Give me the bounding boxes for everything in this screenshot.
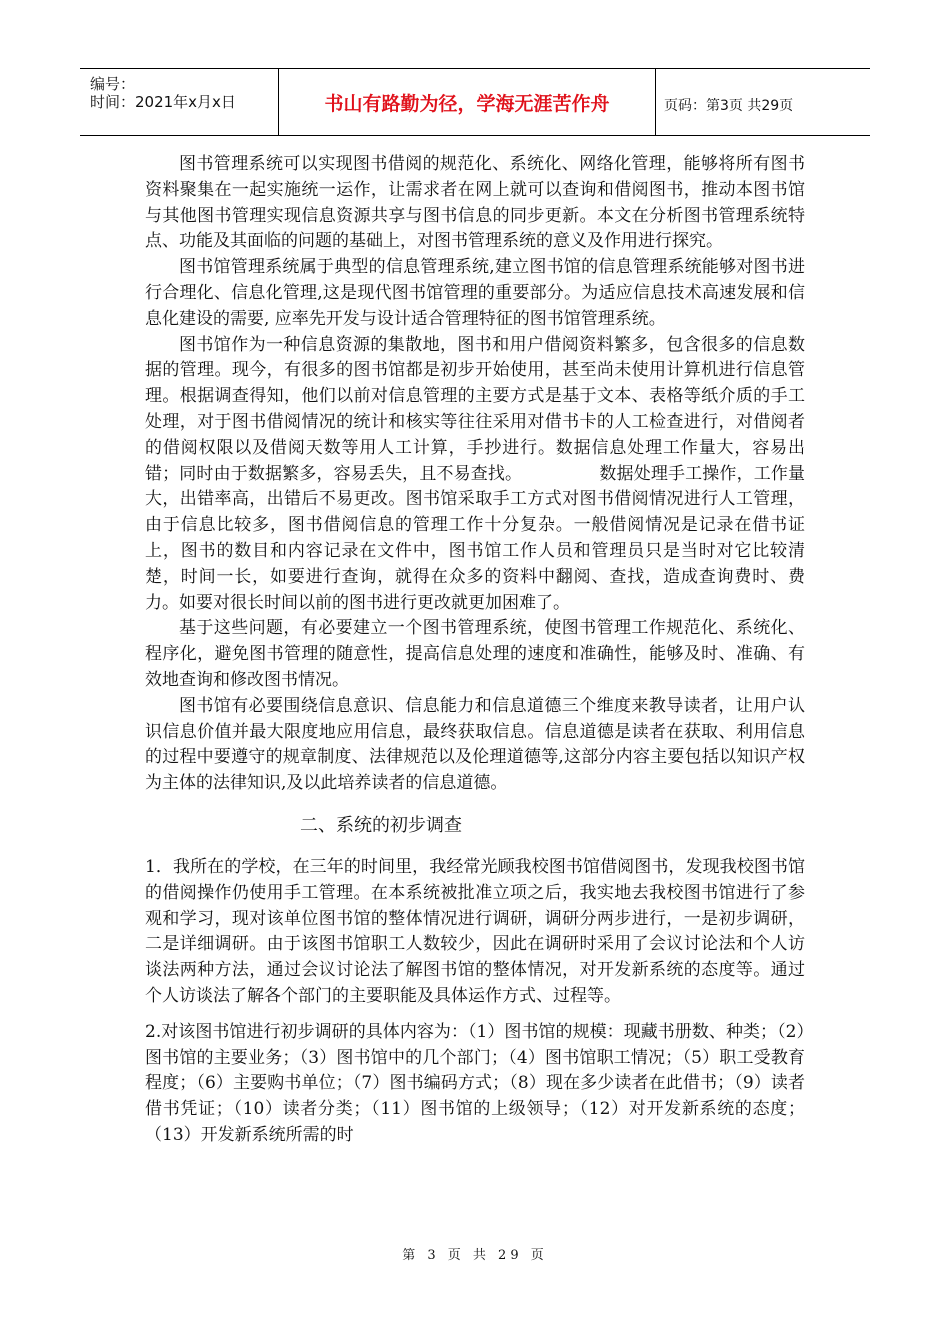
document-body xyxy=(145,152,805,1159)
document-time: 时间：2021年x月x日 xyxy=(90,93,236,111)
section-paragraph: 2.对该图书馆进行初步调研的具体内容为：（1）图书馆的规模：现藏书册数、种类；（2）图书馆的主要业务；（3）图书馆中的几个部门；（4）图书馆职工情况；（5）职工受教育程度；（6）主要购书单位；（7）图书编码方式；（8）现在多少读者在此借书；（9）读者借书凭证；（10）读者分类；（11）图书馆的上级领导；（12）对开发新系统的态度；（13）开发新系统所需的时 xyxy=(145,1021,805,1145)
section-paragraph: 1．我所在的学校，在三年的时间里，我经常光顾我校图书馆借阅图书，发现我校图书馆的借阅操作仍使用手工管理。在本系统被批准立项之后，我实地去我校图书馆进行了参观和学习，现对该单位图书馆的整体情况进行调研，调研分两步进行，一是初步调研，二是详细调研。由于该图书馆职工人数较少，因此在调研时采用了会议讨论法和个人访谈法两种方法，通过会议讨论法了解图书馆的整体情况，对开发新系统的态度等。通过个人访谈法了解各个部门的主要职能及具体运作方式、过程等。 xyxy=(145,856,805,1006)
page-header xyxy=(80,68,870,136)
body-paragraph: 基于这些问题，有必要建立一个图书管理系统，使图书管理工作规范化、系统化、程序化，避免图书管理的随意性，提高信息处理的速度和准确性，能够及时、准确、有效地查询和修改图书情况。 xyxy=(145,618,805,690)
header-motto: 书山有路勤为径，学海无涯苦作舟 xyxy=(324,93,610,115)
header-right-cell xyxy=(656,69,870,135)
section-heading: 二、系统的初步调查 xyxy=(300,814,462,836)
header-page-info: 页码：第3页 共29页 xyxy=(664,98,794,114)
body-paragraph: 图书管理系统可以实现图书借阅的规范化、系统化、网络化管理，能够将所有图书资料聚集在一起实施统一运作，让需求者在网上就可以查询和借阅图书，推动本图书馆与其他图书管理实现信息资源共享与图书信息的同步更新。本文在分析图书管理系统特点、功能及其面临的问题的基础上，对图书管理系统的意义及作用进行探究。 xyxy=(145,154,805,252)
body-paragraph: 图书馆管理系统属于典型的信息管理系统,建立图书馆的信息管理系统能够对图书进行合理化、信息化管理,这是现代图书馆管理的重要部分。为适应信息技术高速发展和信息化建设的需要, 应率先开发与设计适合管理特征的图书馆管理系统。 xyxy=(145,257,805,329)
header-left-cell xyxy=(80,69,279,135)
body-paragraph: 图书馆有必要围绕信息意识、信息能力和信息道德三个维度来教导读者，让用户认识信息价值并最大限度地应用信息，最终获取信息。信息道德是读者在获取、利用信息的过程中要遵守的规章制度、法律规范以及伦理道德等,这部分内容主要包括以知识产权为主体的法律知识,及以此培养读者的信息道德。 xyxy=(145,695,805,794)
header-middle-cell xyxy=(279,69,656,135)
document-number-label: 编号： xyxy=(90,75,136,93)
body-paragraph: 图书馆作为一种信息资源的集散地，图书和用户借阅资料繁多，包含很多的信息数据的管理。现今，有很多的图书馆都是初步开始使用，甚至尚未使用计算机进行信息管理。根据调查得知，他们以前对信息管理的主要方式是基于文本、表格等纸介质的手工处理，对于图书借阅情况的统计和核实等往往采用对借书卡的人工检查进行，对借阅者的借阅权限以及借阅天数等用人工计算，手抄进行。数据信息处理工作量大，容易出错；同时由于数据繁多，容易丢失，且不易查找。 数据处理手工操作，工作量大，出错率高，出错后不易更改。图书馆采取手工方式对图书借阅情况进行人工管理，由于信息比较多，图书借阅信息的管理工作十分复杂。一般借阅情况是记录在借书证上，图书的数目和内容记录在文件中，图书馆工作人员和管理员只是当时对它比较清楚，时间一长，如要进行查询，就得在众多的资料中翻阅、查找，造成查询费时、费力。如要对很长时间以前的图书进行更改就更加困难了。 xyxy=(145,334,805,613)
page-footer: 第 3 页 共 29 页 xyxy=(402,1248,548,1263)
